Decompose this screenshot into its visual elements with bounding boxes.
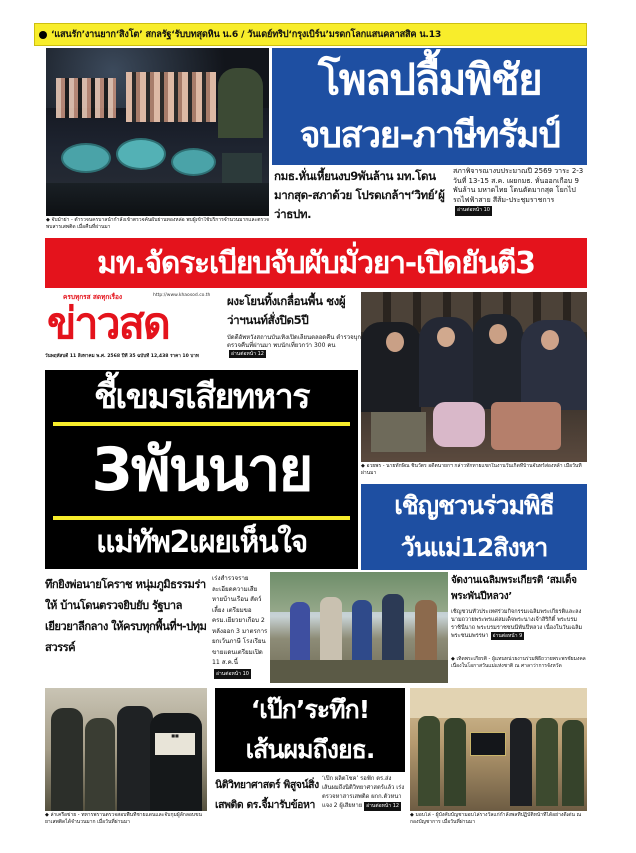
peak-headline-1: ‘เป๊ก’ระทึก! (250, 695, 370, 724)
lead-headline-1: โพลปลื้มพิชัย (317, 55, 542, 104)
mothers-day-line-2: วันแม่12สิงหา (400, 533, 548, 562)
story3-body: เร่งสำรวจรายละเอียดความเสียหายบ้านเรือน สัตว์เลี้ยง เตรียมขอ ครม.เยียวยาเกือบ 2 หลังออก 3 มาตรการยกเว้นภาษี โรงเรียน ขายแดนเตรียมเปิด 11 ส.ค.นี้อ่านต่อหน้า 10 (212, 574, 268, 680)
bottom-right-photo (410, 688, 587, 811)
bottom-right-caption: ◆ มอบโล่ - ผู้บังคับบัญชามอบโล่รางวัลแก่กำลังพลที่ปฏิบัติหน้าที่ได้อย่างดีเด่น ณ กองบัญชาการ เมื่อวันที่ผ่านมา (410, 812, 582, 825)
royal-photo-caption: ◆ เทิดพระเกียรติ - ผู้แทนหน่วยงานร่วมพิธีถวายพระพรชัยมงคล เนื่องในโอกาสวันแม่แห่งชาติ ณ ศาลาว่าการจังหวัด (451, 656, 586, 669)
ticker-text: ‘แสนรัก’งานยาก‘สิงโต’ สกลรัฐ‘รับบทสุดหิน น.6 / วันเดย์ทริป‘กรุงเบิร์น’มรดกโลกแสนคลาสสิค น.13 (51, 29, 442, 40)
camera-icon: ◆ (410, 812, 416, 818)
red-banner-text: มท.จัดระเบียบจับผับมั่วยา-เปิดยันตี3 (97, 245, 535, 281)
jump-story2[interactable]: อ่านต่อหน้า 12 (231, 351, 264, 357)
lead-headline-box (272, 48, 587, 165)
masthead (45, 292, 219, 368)
camera-icon: ◆ (45, 812, 51, 818)
lead-photo-caption: ◆ จับม้าย่า - ตำรวจนครบาลนำกำลังเข้าตรวจค้นผับย่านทองหล่อ พบผู้เข้าใช้บริการจำนวนมากและตรวจพบสารเสพติด เมื่อคืนที่ผ่านมา (46, 217, 269, 230)
bottom-left-photo: ■■ (45, 688, 207, 811)
camera-icon: ◆ (361, 463, 367, 469)
lead-body: สภาพิจารณางบประมาณปี 2569 วาระ 2-3 วันที่ 13-15 ส.ค. เผยกมธ. หั่นออกเกือบ 9 พันล้าน มหาดไทย โดนตัดมากสุด โยกไปรถไฟฟ้าสาย สีส้ม-ประชุมราชการอ่านต่อหน้า 10 (453, 167, 587, 227)
camera-icon: ◆ (46, 217, 52, 223)
bullet-icon (39, 31, 47, 39)
camera-icon: ◆ (451, 656, 457, 662)
masthead-logo: ข่าวสด (47, 299, 169, 349)
lead-photo (46, 48, 269, 216)
main-headline-line-2: 3พันนาย (91, 435, 312, 505)
mothers-day-box (361, 484, 587, 570)
red-banner (45, 238, 587, 288)
peak-headline-box (215, 688, 405, 772)
masthead-tagline: ครบทุกรส สดทุกเรื่อง (63, 293, 123, 301)
lead-sub-headline: กมธ.หั่นเหี้ยนงบ9พันล้าน มท.โดนมากสุด-สภาด้วย โปรดเกล้าฯ‘วิทย์’ผู้ว่าธปท. (274, 169, 445, 221)
story3-headline: ทึกยิงพ่อนายโคราช หนุ่มภูมิธรรมร่าให้ บ้านโดนตรวจยิบยับ รัฐบาลเยียวยาลีกลาง ให้ครบทุกพื้นที่ฯ-ปทุมสวรรค์ (45, 578, 207, 654)
top-ticker (34, 23, 587, 46)
jump-lead[interactable]: อ่านต่อหน้า 10 (455, 206, 492, 216)
story2-headline: ผงะโยนทิ้งเกลื่อนพื้น ชงผู้ว่าฯนนท์สั่งปิด5ปี (227, 294, 346, 327)
royal-body: เชิญชวนทั่วประเทศร่วมกิจกรรมเฉลิมพระเกียรติและลงนามถวายพระพรแด่สมเด็จพระนางเจ้าสิริกิติ์ พระบรมราชินีนาถ พระบรมราชชนนีพันปีหลวง เนื่องในวันเฉลิมพระชนมพรรษา อ่านต่อหน้า 9 (451, 609, 583, 639)
story2-body: บัดดีอัพหวังสถานบันเทิงเปิดเลียนตลอดคืน ตำรวจบุกตรวจคืนที่ผ่านมา พบนักเที่ยวกว่า 300 คนอ่านต่อหน้า 12 (227, 334, 362, 357)
masthead-date: วันพฤหัสบดี 11 สิงหาคม พ.ศ. 2568 ปีที่ 35 ฉบับที่ 12,438 ราคา 10 บาท (45, 354, 199, 359)
thaksin-photo-caption: ◆ อวยพร - นายทักษิณ ชินวัตร อดีตนายกฯ กล่าวทักทายแขกในงานวันเกิดที่บ้านจันทร์ส่องหล้า เมื่อวันที่ผ่านมา (361, 463, 582, 476)
peak-body: ‘เป๊ก ผลิตโชค’ รอฟัก ตร.ส่งเส้นผมถึงนิติวิทยาศาสตร์แล้ว เร่งตรวจหาสารเสพติด ผกก.ตัวหนาแจง 2 ผู้เสียหาย อ่านต่อหน้า 12 (322, 776, 405, 809)
bottom-left-caption: ◆ ล่าเครือข่าย - ทหารพรานตรวจสอบพื้นที่ชายแดนและจับกุมผู้ลักลอบขนยาเสพติดได้จำนวนมาก เมื่อวันที่ผ่านมา (45, 812, 202, 825)
peak-sub-headline: นิติวิทยาศาสตร์ พิสูจน์สิ่งเสพติด ดร.จี้มารับข้อหา (215, 779, 319, 811)
jump-royal[interactable]: อ่านต่อหน้า 9 (492, 633, 523, 639)
masthead-url: http://www.khaosod.co.th (153, 293, 211, 298)
peak-headline-2: เส้นผมถึงยธ. (245, 735, 375, 764)
thaksin-photo (361, 292, 587, 462)
main-headline-box (45, 370, 358, 569)
main-headline-line-1: ชี้เขมรเสียทหาร (93, 377, 310, 417)
jump-peak[interactable]: อ่านต่อหน้า 12 (366, 803, 400, 809)
royal-headline: จัดงานเฉลิมพระเกียรติ ‘สมเด็จพระพันปีหลวง’ (451, 575, 577, 602)
lead-headline-2: จบสวย-ภาษีทรัมป์ (299, 115, 560, 156)
yellow-rule (53, 422, 350, 426)
main-headline-line-3: แม่ทัพ2เผยเห็นใจ (96, 525, 307, 560)
flood-photo (270, 572, 448, 683)
jump-story3[interactable]: อ่านต่อหน้า 10 (214, 669, 251, 680)
mothers-day-line-1: เชิญชวนร่วมพิธี (394, 491, 554, 520)
